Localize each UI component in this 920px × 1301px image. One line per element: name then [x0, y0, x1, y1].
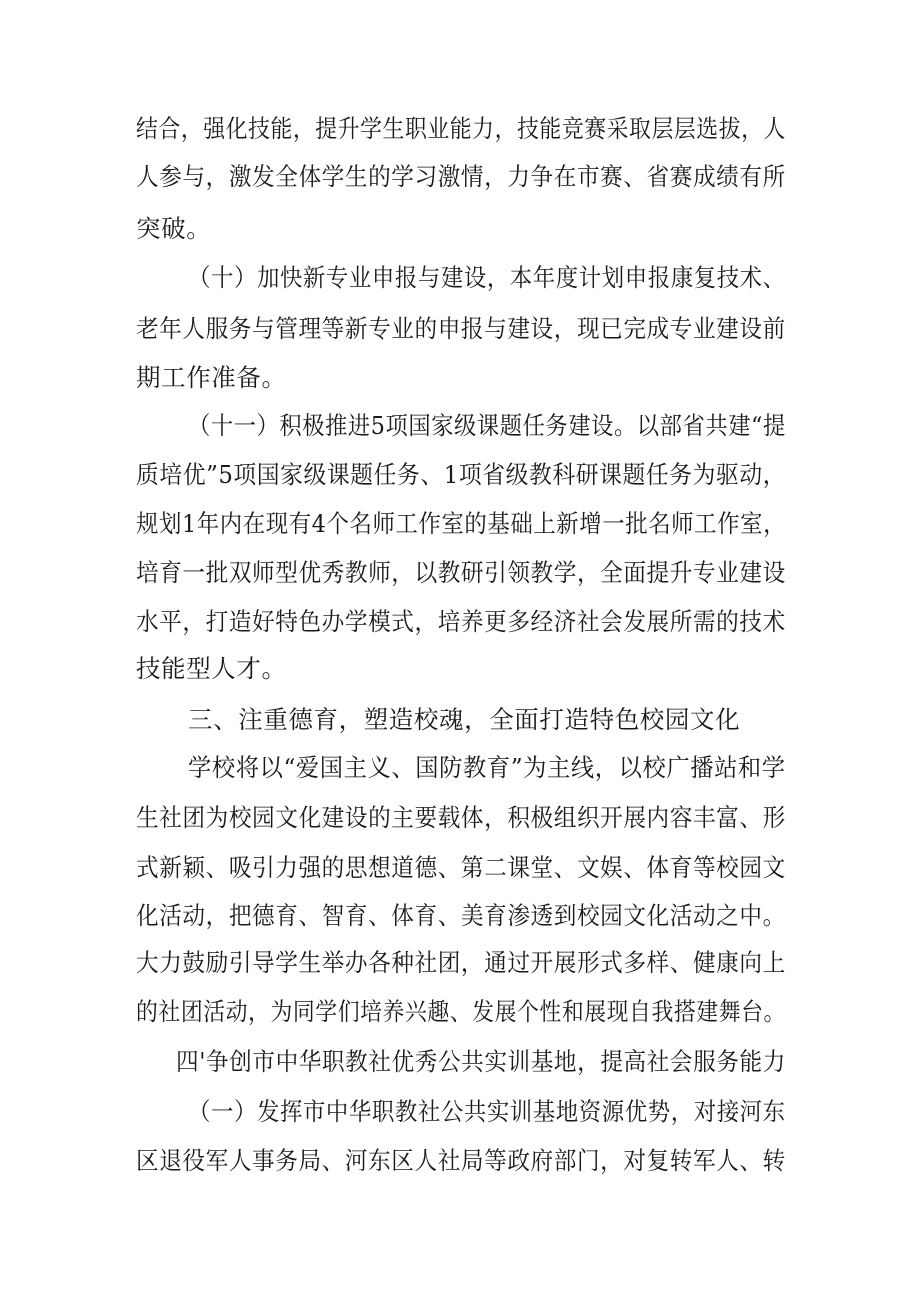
text-line: 式新颖、吸引力强的思想道德、第二课堂、文娱、体育等校园文 — [136, 853, 786, 882]
text-line: 学校将以“爱国主义、国防教育”为主线，以校广播站和学 — [188, 753, 786, 782]
text-line: 水平，打造好特色办学模式，培养更多经济社会发展所需的技术 — [136, 607, 786, 636]
text-line: 生社团为校园文化建设的主要载体，积极组织开展内容丰富、形 — [136, 803, 786, 832]
section-heading: 四'争创市中华职教社优秀公共实训基地，提高社会服务能力 — [176, 1047, 786, 1076]
text-line: （十一）积极推进5项国家级课题任务建设。以部省共建“提 — [188, 411, 786, 440]
text-line: 化活动，把德育、智育、体育、美育渗透到校园文化活动之中。 — [136, 901, 786, 930]
text-line: 的社团活动，为同学们培养兴趣、发展个性和展现自我搭建舞台。 — [136, 997, 786, 1026]
text-line: 培育一批双师型优秀教师，以教研引领教学，全面提升专业建设 — [136, 558, 786, 587]
text-line: 人参与，激发全体学生的学习激情，力争在市赛、省赛成绩有所 — [136, 162, 786, 191]
text-line: 区退役军人事务局、河东区人社局等政府部门，对复转军人、转 — [136, 1146, 786, 1175]
text-line: （十）加快新专业申报与建设，本年度计划申报康复技术、 — [188, 263, 786, 292]
text-line: 突破。 — [136, 214, 212, 243]
text-line: 规划1年内在现有4个名师工作室的基础上新增一批名师工作室， — [136, 509, 787, 538]
text-line: 结合，强化技能，提升学生职业能力，技能竞赛采取层层选拔，人 — [136, 114, 786, 143]
text-line: 质培优”5项国家级课题任务、1项省级教科研课题任务为驱动， — [136, 460, 787, 489]
text-line: 技能型人才。 — [136, 654, 287, 683]
text-line: 期工作准备。 — [136, 363, 287, 392]
section-heading: 三、注重德育，塑造校魂，全面打造特色校园文化 — [188, 705, 741, 734]
text-line: 大力鼓励引导学生举办各种社团，通过开展形式多样、健康向上 — [136, 948, 786, 977]
text-line: 老年人服务与管理等新专业的申报与建设，现已完成专业建设前 — [136, 314, 786, 343]
text-line: （一）发挥市中华职教社公共实训基地资源优势，对接河东 — [188, 1097, 786, 1126]
